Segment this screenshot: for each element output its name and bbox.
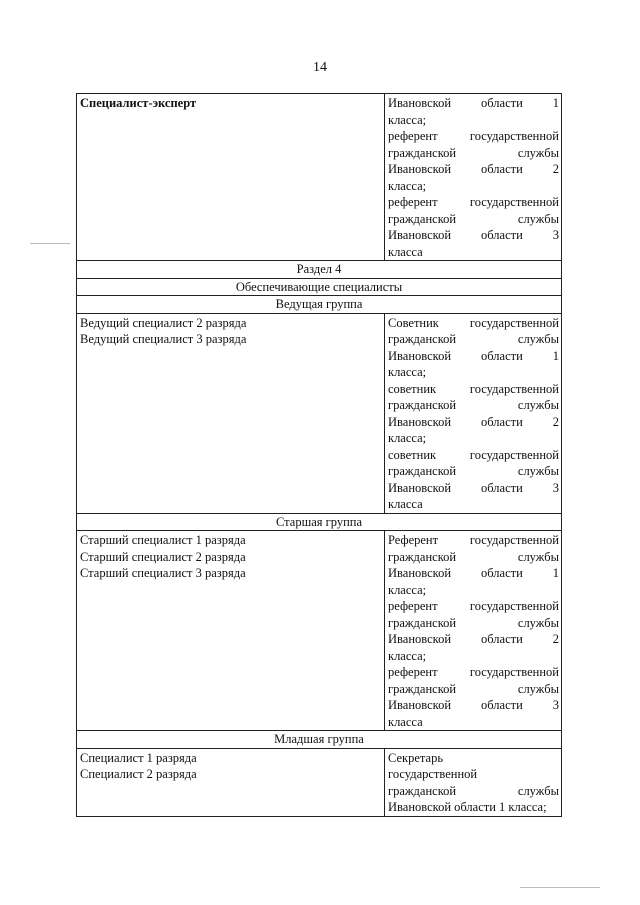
rank-line: класса; (388, 112, 427, 127)
rank-line: гражданской службы (388, 783, 559, 798)
position-cell (77, 748, 385, 816)
rank-line: Ивановской области 1 (388, 96, 559, 110)
position-title: Специалист 1 разряда (80, 750, 197, 765)
rank-cell (385, 94, 562, 261)
rank-line: гражданской службы (388, 549, 559, 564)
rank-line: референт государственной (388, 195, 559, 209)
rank-line: Советник государственной (388, 315, 559, 330)
group-header-row-junior (77, 731, 562, 749)
table-row-junior (77, 748, 562, 816)
rank-line: гражданской службы (388, 332, 559, 346)
position-title: Старший специалист 1 разряда (80, 533, 246, 547)
rank-line: Ивановской области 3 (388, 698, 559, 712)
position-cell (77, 94, 385, 261)
section-title: Раздел 4 (77, 261, 562, 279)
position-title: Ведущий специалист 3 разряда (80, 332, 247, 346)
rank-line: Ивановской области 1 (388, 348, 559, 363)
rank-line: Ивановской области 2 (388, 162, 559, 176)
group-header-row-lead (77, 296, 562, 314)
position-title: Ведущий специалист 2 разряда (80, 315, 247, 330)
category-title: Обеспечивающие специалисты (77, 278, 562, 296)
rank-line: советник государственной (388, 447, 559, 462)
rank-line: Ивановской области 3 (388, 228, 559, 242)
rank-line: Секретарь (388, 750, 444, 765)
position-cell (77, 531, 385, 731)
group-title: Младшая группа (77, 731, 562, 749)
rank-cell (385, 748, 562, 816)
rank-line: гражданской службы (388, 615, 559, 630)
rank-line: класса (388, 714, 423, 729)
table-row-lead (77, 313, 562, 513)
rank-line: референт государственной (388, 599, 559, 613)
rank-line: Ивановской области 3 (388, 480, 559, 495)
scan-artifact (30, 243, 70, 244)
position-title: Старший специалист 3 разряда (80, 566, 246, 580)
rank-line: гражданской службы (388, 145, 559, 160)
table-row-expert (77, 94, 562, 261)
group-header-row-senior (77, 513, 562, 531)
rank-line: гражданской службы (388, 398, 559, 412)
rank-cell (385, 313, 562, 513)
positions-table (76, 93, 562, 817)
rank-line: класса; (388, 431, 427, 445)
group-title: Старшая группа (77, 513, 562, 531)
position-title: Специалист 2 разряда (80, 767, 197, 781)
rank-line: советник государственной (388, 381, 559, 396)
rank-line: государственной (388, 767, 478, 781)
group-title: Ведущая группа (77, 296, 562, 314)
page-number: 14 (313, 60, 327, 75)
rank-line: Референт государственной (388, 533, 559, 547)
rank-cell (385, 531, 562, 731)
rank-line: класса; (388, 648, 427, 663)
rank-line: Ивановской области 1 (388, 566, 559, 580)
rank-line: класса; (388, 365, 427, 379)
rank-line: Ивановской области 1 класса; (388, 800, 547, 814)
table-row-senior (77, 531, 562, 731)
category-header-row (77, 278, 562, 296)
rank-line: гражданской службы (388, 211, 559, 226)
rank-line: референт государственной (388, 665, 559, 679)
rank-line: класса (388, 497, 423, 511)
position-title: Старший специалист 2 разряда (80, 549, 246, 564)
rank-line: класса; (388, 178, 427, 193)
rank-line: класса; (388, 582, 427, 597)
rank-line: референт государственной (388, 129, 559, 143)
position-cell (77, 313, 385, 513)
rank-line: гражданской службы (388, 464, 559, 478)
position-title: Специалист-эксперт (80, 96, 197, 110)
rank-line: гражданской службы (388, 681, 559, 696)
scan-artifact (520, 887, 600, 888)
rank-line: Ивановской области 2 (388, 632, 559, 646)
rank-line: класса (388, 244, 423, 259)
rank-line: Ивановской области 2 (388, 414, 559, 429)
section-header-row (77, 261, 562, 279)
